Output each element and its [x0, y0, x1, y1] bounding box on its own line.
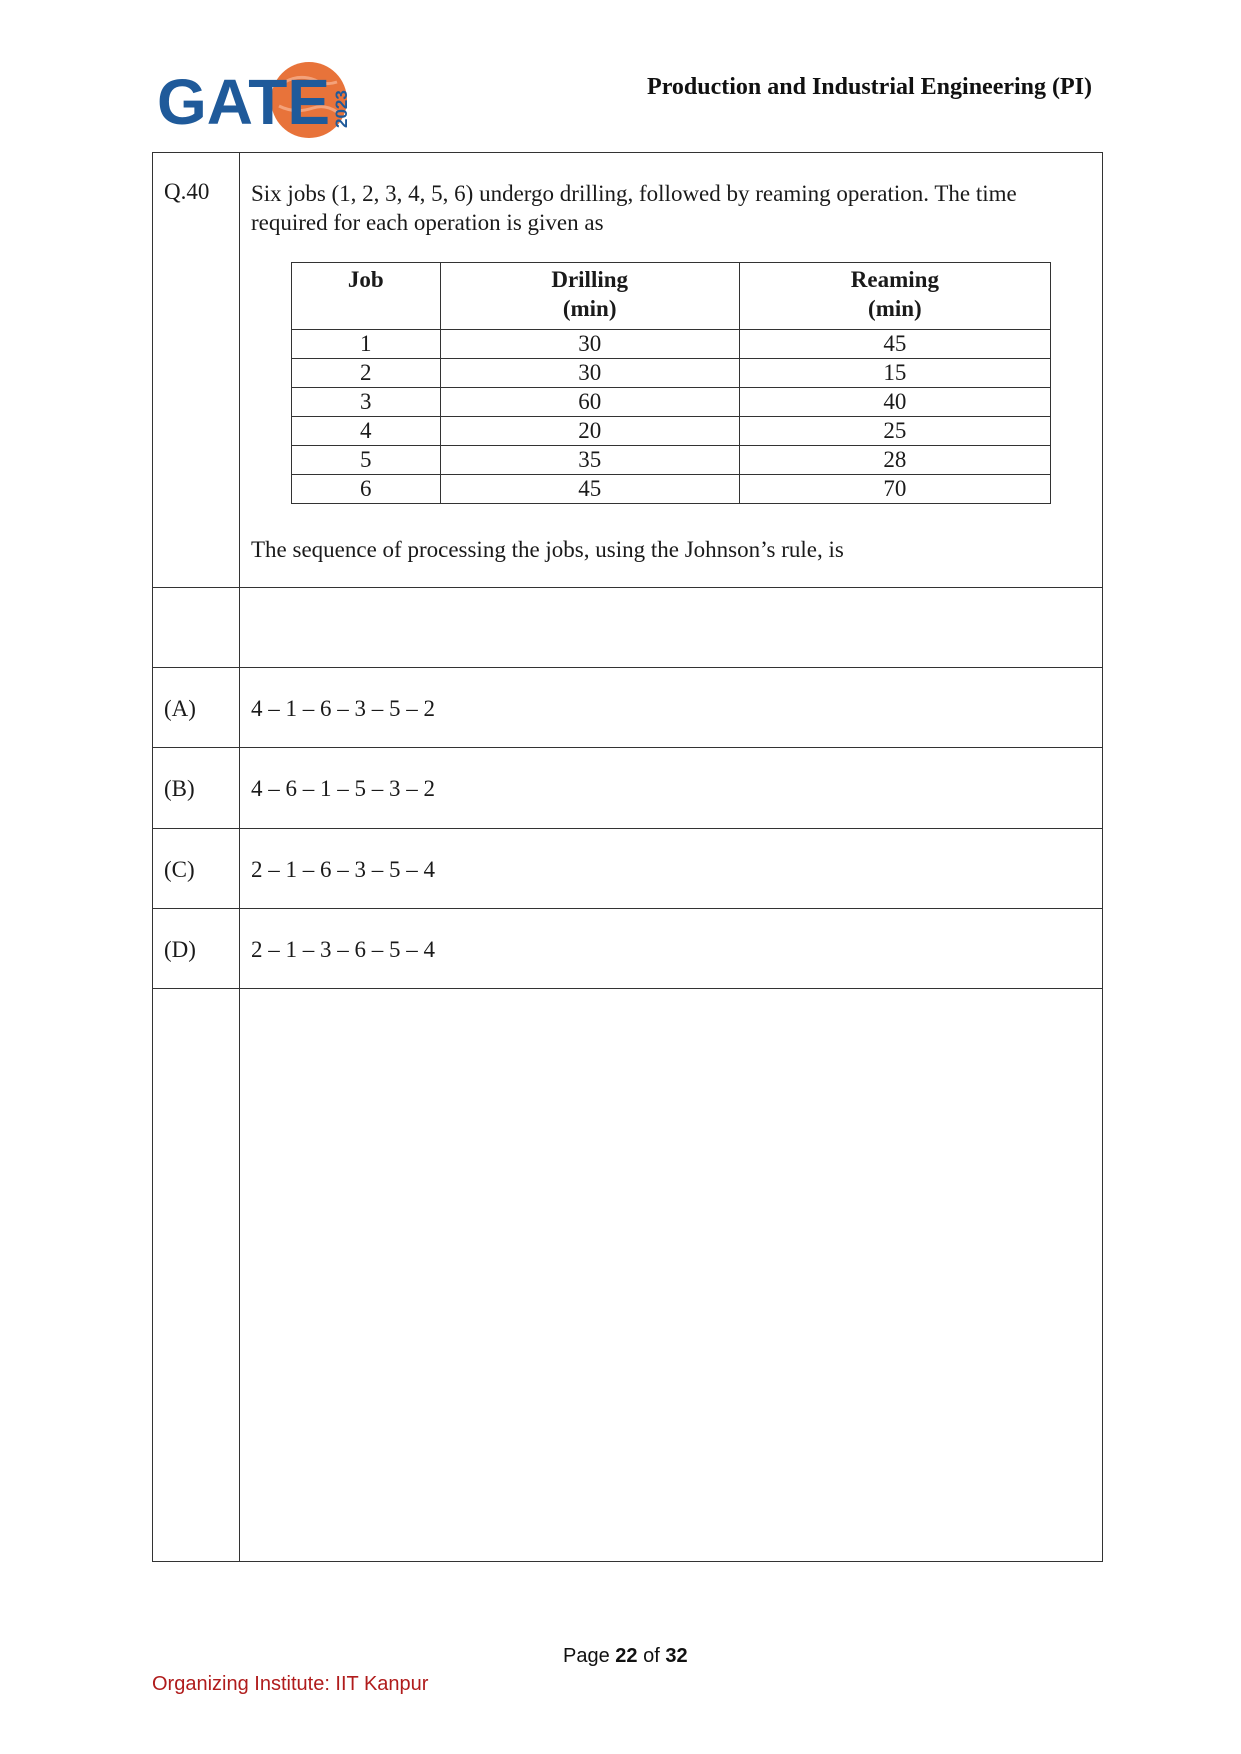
- option-d-text: 2 – 1 – 3 – 6 – 5 – 4: [251, 937, 435, 962]
- table-row: [292, 359, 1051, 388]
- row-divider: [153, 667, 1102, 668]
- row-divider: [153, 908, 1102, 909]
- table-row: [292, 388, 1051, 417]
- drilling-cell: 20: [440, 417, 739, 446]
- gate-2023-logo: [157, 62, 357, 142]
- logo-text: GATE: [157, 66, 331, 138]
- header-drilling: Drilling (min): [440, 263, 739, 330]
- job-cell: 6: [292, 475, 441, 504]
- column-divider: [239, 153, 240, 1561]
- row-divider: [153, 587, 1102, 588]
- logo-year: 2023: [332, 90, 351, 128]
- reaming-cell: 28: [739, 446, 1050, 475]
- table-row: [292, 417, 1051, 446]
- job-cell: 4: [292, 417, 441, 446]
- job-cell: 2: [292, 359, 441, 388]
- question-frame: [152, 152, 1103, 1562]
- header-job: Job: [292, 263, 441, 330]
- option-c-label: (C): [164, 857, 195, 882]
- reaming-cell: 70: [739, 475, 1050, 504]
- organizer-text: Organizing Institute: IIT Kanpur: [152, 1673, 429, 1695]
- option-a-text: 4 – 1 – 6 – 3 – 5 – 2: [251, 696, 435, 721]
- option-b-label: (B): [164, 776, 195, 801]
- page-number: Page 22 of 32: [563, 1645, 688, 1667]
- row-divider: [153, 747, 1102, 748]
- row-divider: [153, 828, 1102, 829]
- table-row: [292, 475, 1051, 504]
- option-d-label: (D): [164, 937, 196, 962]
- job-cell: 1: [292, 330, 441, 359]
- header-reaming: Reaming (min): [739, 263, 1050, 330]
- option-b-text: 4 – 6 – 1 – 5 – 3 – 2: [251, 776, 435, 801]
- question-number: Q.40: [164, 179, 210, 204]
- reaming-cell: 15: [739, 359, 1050, 388]
- option-a-label: (A): [164, 696, 196, 721]
- drilling-cell: 45: [440, 475, 739, 504]
- subject-title: Production and Industrial Engineering (PI): [647, 74, 1092, 100]
- drilling-cell: 30: [440, 330, 739, 359]
- table-header-row: [292, 263, 1051, 330]
- row-divider: [153, 988, 1102, 989]
- job-times-table: [291, 262, 1051, 504]
- question-text: Six jobs (1, 2, 3, 4, 5, 6) undergo drilling, followed by reaming operation. The time required for each operation is given as: [251, 181, 1017, 235]
- drilling-cell: 30: [440, 359, 739, 388]
- job-cell: 3: [292, 388, 441, 417]
- job-cell: 5: [292, 446, 441, 475]
- table-row: [292, 446, 1051, 475]
- drilling-cell: 60: [440, 388, 739, 417]
- reaming-cell: 40: [739, 388, 1050, 417]
- reaming-cell: 45: [739, 330, 1050, 359]
- drilling-cell: 35: [440, 446, 739, 475]
- reaming-cell: 25: [739, 417, 1050, 446]
- question-prompt: The sequence of processing the jobs, using the Johnson’s rule, is: [251, 537, 844, 562]
- option-c-text: 2 – 1 – 6 – 3 – 5 – 4: [251, 857, 435, 882]
- table-row: [292, 330, 1051, 359]
